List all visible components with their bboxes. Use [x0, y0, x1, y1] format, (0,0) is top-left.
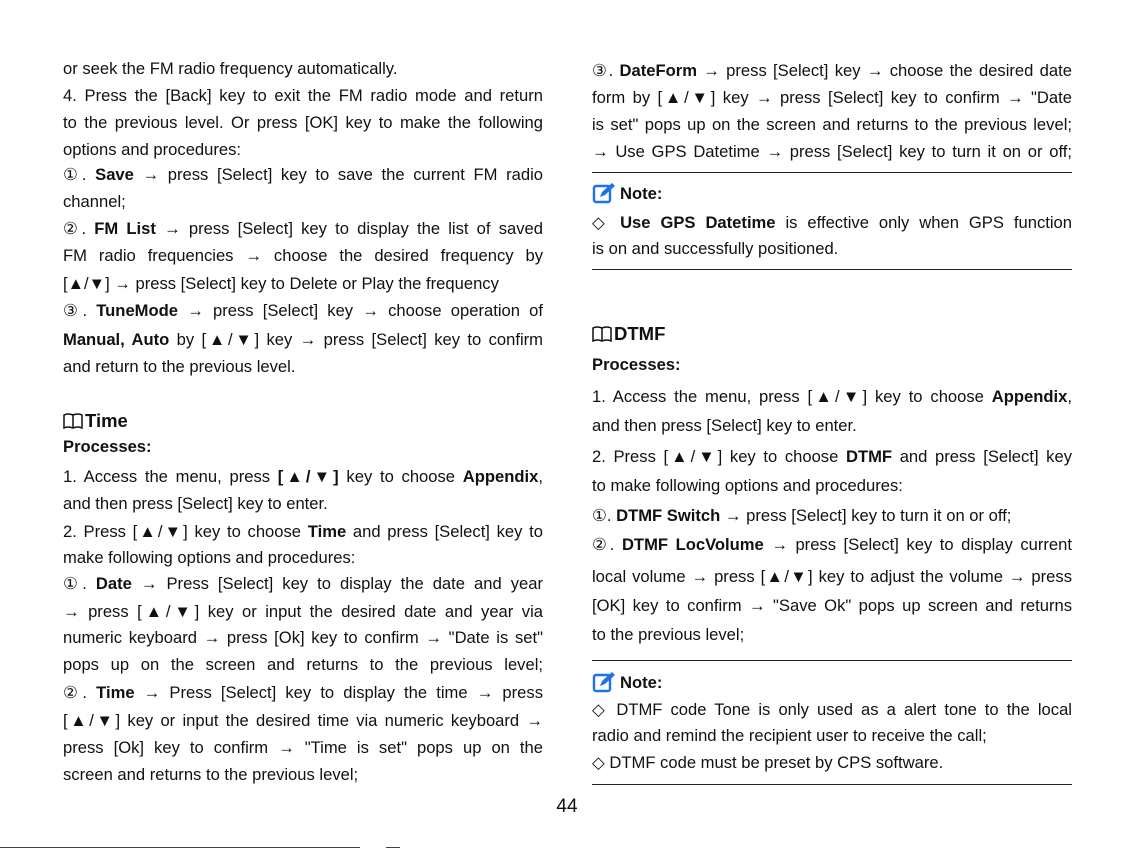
note-text: ◇ DTMF code must be preset by CPS software. — [592, 753, 944, 772]
option-text: by [▲/▼] key → press [Select] key to confirm — [169, 330, 543, 349]
text-line: to the previous level; — [592, 625, 745, 644]
section-title: Time — [85, 410, 128, 431]
option-fm-list — [63, 216, 543, 242]
option-dtmf-locvolume — [592, 532, 1072, 558]
option-text: → press [Select] key to display current — [763, 535, 1072, 554]
option-dateform — [592, 58, 1072, 84]
note-pencil-icon — [592, 671, 616, 693]
option-number: ①. — [63, 165, 96, 184]
text: , — [538, 467, 543, 486]
footer-rule — [0, 847, 360, 848]
book-icon — [592, 326, 612, 342]
text: key to choose — [338, 467, 463, 486]
option-number: ②. — [63, 219, 95, 238]
option-number: ②. — [592, 535, 622, 554]
menu-name: Appendix — [462, 467, 539, 486]
option-text: → press [Select] key → choose operation of — [178, 301, 543, 320]
note-text — [592, 210, 1072, 236]
note-text: ◇ DTMF code Tone is only used as a alert tone to the local — [592, 700, 1072, 719]
option-name: Time — [96, 683, 135, 702]
key-label: [▲/▼] — [277, 467, 339, 486]
text-line: pops up on the screen and returns to the previous level; — [63, 655, 543, 674]
divider — [592, 660, 1072, 661]
text: , — [1067, 387, 1072, 406]
text: is effective only when GPS function — [775, 213, 1073, 232]
note-label: Note: — [620, 673, 663, 692]
processes-label: Processes: — [592, 355, 681, 374]
section-heading-dtmf — [592, 321, 1072, 347]
note-pencil-icon — [592, 182, 616, 204]
text-line: is set" pops up on the screen and returns to the previous level; — [592, 115, 1072, 134]
option-dtmf-switch — [592, 503, 1072, 529]
option-name: FM List — [94, 219, 156, 238]
note-text: radio and remind the recipient user to receive the call; — [592, 726, 987, 745]
option-text: → Press [Select] key to display the time → press — [134, 683, 543, 702]
text-line: make following options and procedures: — [63, 548, 356, 567]
menu-name: Time — [307, 522, 347, 541]
option-name: Save — [95, 165, 134, 184]
option-values: Manual, Auto — [63, 330, 170, 349]
note-label: Note: — [620, 184, 663, 203]
text-line: [▲/▼] → press [Select] key to Delete or Play the frequency — [63, 274, 499, 293]
text: and press [Select] key to — [346, 522, 543, 541]
note-text: is on and successfully positioned. — [592, 239, 839, 258]
text-line: 4. Press the [Back] key to exit the FM radio mode and return — [63, 86, 543, 105]
option-date — [63, 571, 543, 597]
section-heading-time — [63, 408, 543, 434]
divider — [592, 269, 1072, 270]
option-name: TuneMode — [96, 301, 178, 320]
processes-label: Processes: — [63, 437, 152, 456]
book-icon — [63, 413, 83, 429]
section-title: DTMF — [614, 323, 666, 344]
text-line: press [Ok] key to confirm → "Time is set" pops up on the — [63, 738, 543, 757]
text-line: and then press [Select] key to enter. — [592, 416, 857, 435]
text-line: form by [▲/▼] key → press [Select] key to confirm → "Date — [592, 88, 1072, 107]
text-line: to make following options and procedures: — [592, 476, 903, 495]
text-line: → press [▲/▼] key or input the desired date and year via — [63, 602, 543, 621]
text-line: channel; — [63, 192, 126, 211]
option-number: ①. — [592, 506, 617, 525]
text-line: screen and returns to the previous level; — [63, 765, 359, 784]
note-heading — [592, 181, 1072, 207]
note-heading — [592, 670, 1072, 696]
text-line — [592, 444, 1072, 470]
menu-name: Appendix — [991, 387, 1068, 406]
text-line — [63, 327, 543, 353]
option-number: ②. — [63, 683, 97, 702]
text: 2. Press [▲/▼] key to choose — [63, 522, 308, 541]
option-text: → press [Select] key → choose the desired date — [696, 61, 1072, 80]
text-line: options and procedures: — [63, 140, 242, 159]
text-line: numeric keyboard → press [Ok] key to confirm → "Date is set" — [63, 628, 543, 647]
text-line: and then press [Select] key to enter. — [63, 494, 328, 513]
text-line — [63, 519, 543, 545]
feature-name: Use GPS Datetime — [620, 213, 776, 232]
text-line: → Use GPS Datetime → press [Select] key to turn it on or off; — [592, 142, 1072, 161]
text-line: to the previous level. Or press [OK] key to make the following — [63, 113, 543, 132]
divider — [592, 172, 1072, 173]
divider — [592, 784, 1072, 785]
option-name: Date — [95, 574, 132, 593]
text: 2. Press [▲/▼] key to choose — [592, 447, 846, 466]
option-number: ①. — [63, 574, 96, 593]
option-name: DTMF Switch — [616, 506, 721, 525]
option-text: → press [Select] key to save the current FM radio — [133, 165, 543, 184]
text-line: local volume → press [▲/▼] key to adjust the volume → press — [592, 567, 1072, 586]
text-line — [592, 384, 1072, 410]
diamond-bullet: ◇ — [592, 213, 621, 232]
footer-mark — [386, 847, 400, 848]
option-save — [63, 162, 543, 188]
option-name: DTMF LocVolume — [621, 535, 764, 554]
text-line: FM radio frequencies → choose the desired frequency by — [63, 246, 543, 265]
option-name: DateForm — [619, 61, 697, 80]
menu-name: DTMF — [845, 447, 893, 466]
text: and press [Select] key — [892, 447, 1073, 466]
option-text: → press [Select] key to turn it on or off; — [720, 506, 1012, 525]
option-text: → Press [Select] key to display the date and year — [131, 574, 543, 593]
text-line — [63, 464, 543, 490]
text: 1. Access the menu, press — [63, 467, 278, 486]
text: 1. Access the menu, press [▲/▼] key to choose — [592, 387, 992, 406]
text-line: [OK] key to confirm → "Save Ok" pops up screen and returns — [592, 596, 1072, 615]
option-time — [63, 680, 543, 706]
text-line: and return to the previous level. — [63, 357, 296, 376]
option-text: → press [Select] key to display the list of saved — [155, 219, 543, 238]
page-number: 44 — [556, 796, 578, 817]
option-number: ③. — [592, 61, 620, 80]
text-line: [▲/▼] key or input the desired time via numeric keyboard → — [63, 711, 543, 730]
option-number: ③. — [63, 301, 97, 320]
option-tunemode — [63, 298, 543, 324]
text-line: or seek the FM radio frequency automatically. — [63, 59, 398, 78]
